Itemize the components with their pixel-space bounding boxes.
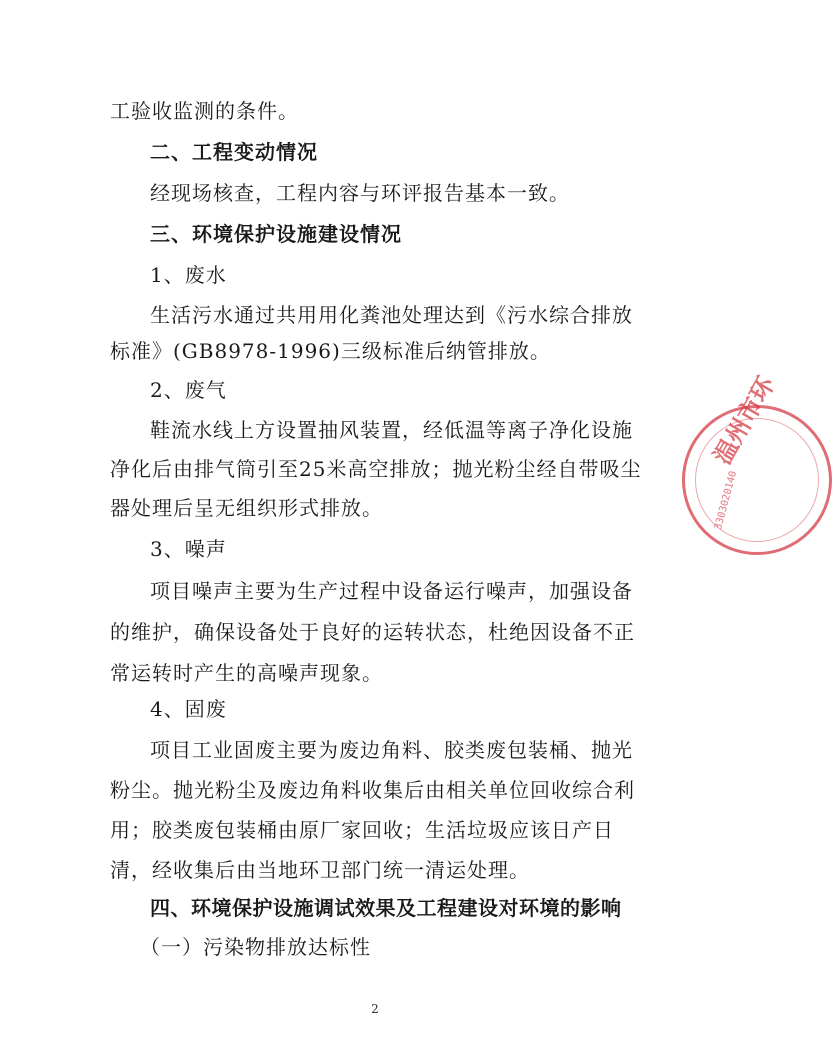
paragraph-continuation: 工验收监测的条件。 [110, 99, 299, 123]
subheading-exhaust-gas: 2、废气 [150, 378, 227, 402]
paragraph-noise: 项目噪声主要为生产过程中设备运行噪声，加强设备的维护，确保设备处于良好的运转状态，杜绝因设备不正常运转时产生的高噪声现象。 [110, 579, 635, 685]
subheading-noise: 3、噪声 [150, 537, 227, 561]
subheading-solid-waste: 4、固废 [150, 697, 227, 721]
heading-effect-and-impact: 四、环境保护设施调试效果及工程建设对环境的影响 [150, 896, 622, 920]
page-number: 2 [371, 1002, 379, 1016]
subheading-wastewater: 1、废水 [150, 263, 227, 287]
seal-number: 3303020140 [713, 469, 740, 531]
paragraph-wastewater: 生活污水通过共用用化粪池处理达到《污水综合排放标准》(GB8978-1996)三级标准后纳管排放。 [110, 303, 633, 363]
heading-env-facilities: 三、环境保护设施建设情况 [150, 222, 402, 246]
official-seal [682, 371, 832, 555]
heading-project-changes: 二、工程变动情况 [150, 140, 318, 164]
paragraph-solid-waste: 项目工业固废主要为废边角料、胶类废包装桶、抛光粉尘。抛光粉尘及废边角料收集后由相关单位回收综合利用；胶类废包装桶由原厂家回收；生活垃圾应该日产日清，经收集后由当地环卫部门统一清运处理。 [110, 738, 635, 882]
paragraph-site-check: 经现场核查，工程内容与环评报告基本一致。 [150, 181, 570, 205]
seal-text: 温州市环 [708, 371, 781, 469]
subheading-emission-compliance: （一）污染物排放达标性 [140, 935, 371, 959]
paragraph-exhaust-gas: 鞋流水线上方设置抽风装置，经低温等离子净化设施净化后由排气筒引至25米高空排放；抛光粉尘经自带吸尘器处理后呈无组织形式排放。 [110, 418, 642, 520]
